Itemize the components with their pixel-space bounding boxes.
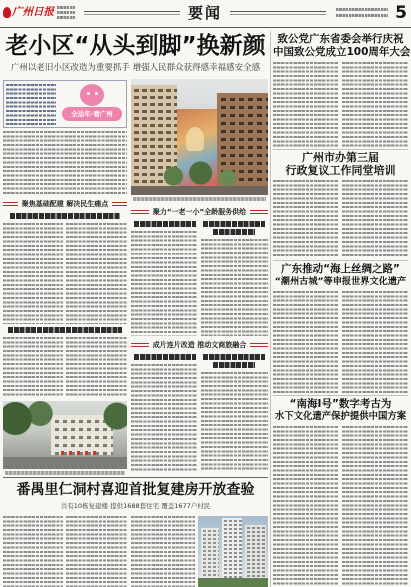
- lead-intro-text: [6, 84, 56, 125]
- section-heading-label: 成片连片改造 推动文商旅融合: [152, 340, 247, 349]
- section-heading-infrastructure: [3, 198, 127, 209]
- games-badge: [60, 83, 124, 126]
- mural-figure: [186, 127, 204, 151]
- article-body-text: [3, 516, 63, 587]
- story-separator: [273, 395, 408, 396]
- mascot-eye-icon: [95, 92, 98, 95]
- article-body-text: [66, 223, 127, 324]
- dateline-text: [57, 11, 75, 14]
- dateline-text: [57, 16, 75, 19]
- tower: [222, 518, 242, 587]
- article-subheading: [134, 354, 196, 360]
- article-body-text: [131, 364, 197, 472]
- editor-credit-text: [336, 14, 388, 17]
- section-title: 要闻: [187, 4, 222, 22]
- section-heading-label: 聚力“一老一小”全龄服务供给: [152, 207, 247, 216]
- article-body-text: [342, 62, 408, 147]
- lead-headline: 老小区“从头到脚”换新颜: [5, 33, 266, 59]
- article-subheading: [8, 327, 122, 333]
- headline-line: 致公党广东省委会举行庆祝: [277, 33, 404, 45]
- dateline-text: [57, 6, 75, 9]
- bottom-subheadline: 共有10栋复建楼 提供1688套住宅 覆盖1677户村民: [60, 502, 211, 510]
- headline-line: “潮州古城”等申报世界文化遗产: [274, 275, 407, 287]
- article-body-text: [273, 426, 338, 587]
- rule-line: [250, 343, 268, 347]
- trees: [159, 157, 239, 189]
- headline-line: “南海Ⅰ号”数字考古为: [289, 398, 392, 410]
- masthead: [0, 0, 411, 28]
- rule-line: [112, 202, 127, 206]
- badge-label: 全运年·看广州: [71, 110, 113, 118]
- article-body-text: [342, 291, 408, 393]
- story-separator: [3, 477, 268, 478]
- article-subheading: [203, 354, 265, 360]
- article-subheading: [134, 221, 196, 227]
- column-divider: [270, 31, 271, 587]
- trees: [3, 401, 127, 451]
- photo-renovated-residential-buildings: [131, 79, 268, 195]
- article-body-text: [131, 516, 195, 587]
- page-number: 5: [395, 3, 407, 23]
- red-lanterns: [61, 451, 101, 455]
- logo-mark-icon: [3, 7, 11, 18]
- section-heading-elderly-children: [131, 206, 268, 217]
- headline-line: 广东推动“海上丝绸之路”: [281, 263, 400, 275]
- sidebar-headline: [273, 398, 408, 423]
- rule-line: [131, 343, 149, 347]
- mascot-eye-icon: [87, 92, 90, 95]
- photo-resettlement-towers: [198, 516, 268, 587]
- bottom-headline: 番禺里仁洞村喜迎首批复建房开放查验: [16, 482, 255, 498]
- story-separator: [273, 149, 408, 150]
- rule-line: [250, 210, 268, 214]
- trees: [198, 578, 268, 587]
- section-heading-label: 聚焦基础配建 解决民生痛点: [21, 199, 109, 208]
- article-body-text: [273, 291, 338, 393]
- newspaper-logo: 广州日报: [12, 6, 54, 18]
- section-heading-culture-commerce: [131, 339, 268, 350]
- rule-line: [131, 210, 149, 214]
- article-body-text: [273, 62, 338, 147]
- editor-credit-text: [336, 8, 388, 11]
- lead-body-text: [3, 131, 127, 195]
- photo-caption: [133, 197, 266, 201]
- article-body-text: [3, 337, 63, 398]
- article-subheading: [10, 213, 120, 219]
- photo-street-view: [3, 401, 127, 469]
- article-body-text: [3, 223, 63, 324]
- article-body-text: [201, 239, 268, 336]
- street-ground: [131, 186, 268, 195]
- headline-line: 行政复议工作同堂培训: [285, 163, 396, 177]
- article-subheading: [213, 362, 255, 368]
- rule-line: [3, 202, 18, 206]
- article-body-text: [201, 372, 268, 472]
- article-body-text: [131, 231, 197, 336]
- sidebar-headline: [273, 33, 411, 58]
- article-subheading: [203, 221, 265, 227]
- sidebar-headline: [273, 152, 408, 177]
- headline-line: 广州市办第三届: [302, 151, 379, 164]
- article-body-text: [66, 516, 127, 587]
- header-ornament-right: [230, 11, 326, 15]
- lead-subheadline: 广州以老旧小区改造为重要抓手 增强人民群众获得感幸福感安全感: [10, 63, 261, 73]
- headline-line: 中国致公党成立100周年大会: [273, 45, 411, 58]
- article-body-text: [66, 337, 127, 398]
- article-subheading: [213, 229, 255, 235]
- article-body-text: [273, 180, 338, 258]
- mascot-icon: [80, 84, 104, 106]
- header-ornament-left: [84, 11, 180, 15]
- street-road: [3, 457, 127, 469]
- headline-line: 水下文化遗产保护提供中国方案: [274, 410, 407, 422]
- sidebar-headline: [273, 263, 408, 288]
- photo-caption: [5, 471, 125, 475]
- story-separator: [273, 260, 408, 261]
- article-body-text: [342, 180, 408, 258]
- article-body-text: [342, 426, 408, 587]
